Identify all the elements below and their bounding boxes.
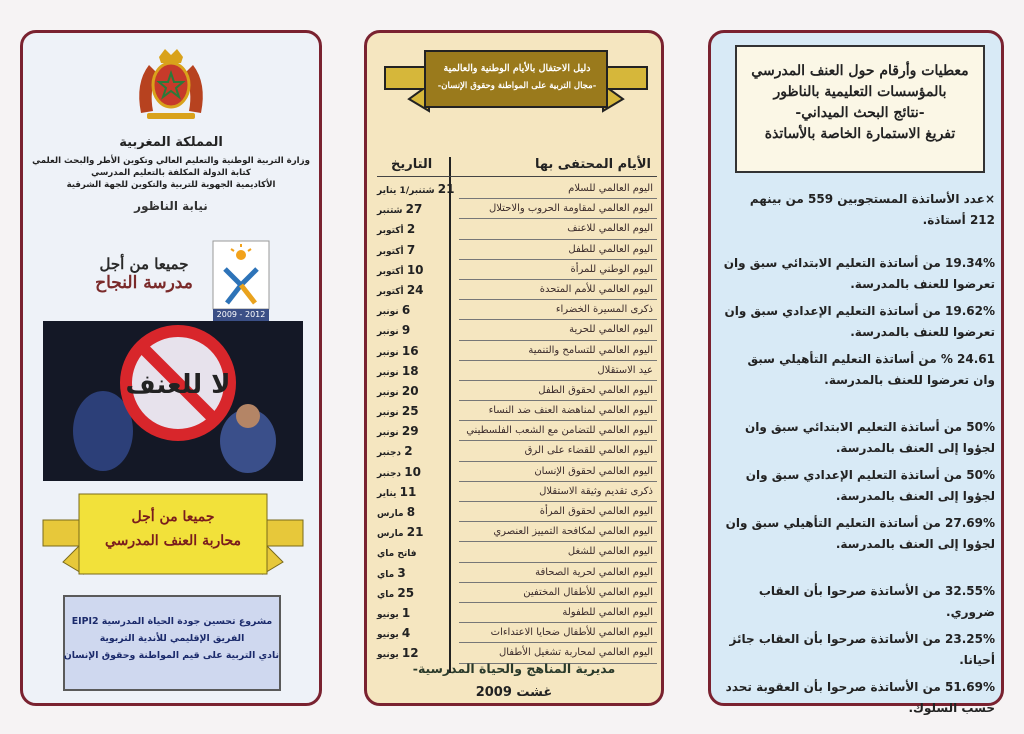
calendar-row [377, 542, 657, 562]
logo-years: 2009 - 2012 [213, 309, 269, 321]
ministry-line: وزارة التربية الوطنية والتعليم العالي وتكوين الأطر والبحث العلمي [32, 156, 310, 166]
calendar-row [377, 522, 657, 542]
observance-day: 11 [399, 484, 417, 499]
slogan-line: مدرسة النجاح [95, 273, 193, 293]
observance-name: اليوم العالمي لمناهضة العنف ضد النساء [488, 405, 653, 417]
observance-date [377, 623, 455, 645]
observance-date [377, 441, 455, 463]
title-line: -نتائج البحث الميداني- [795, 105, 925, 121]
observance-name: اليوم العالمي لحقوق المرأة [539, 506, 653, 517]
observance-date [377, 280, 455, 302]
observance-day: 10 [406, 262, 424, 277]
calendar-row [377, 441, 657, 461]
observance-date [377, 401, 455, 423]
observance-name: اليوم العالمي للتسامح والتنمية [528, 344, 653, 356]
observance-date [377, 199, 455, 221]
observance-month: نونبر [377, 408, 399, 419]
observance-month: نونبر [377, 367, 399, 378]
calendar-row [377, 219, 657, 239]
project-line: الفريق الإقليمي للأندية التربوية [99, 633, 245, 644]
stat-item: 27.69% من أساتذة التعليم التأهيلي سبق وان لجؤوا إلى العنف بالمدرسة. [725, 516, 995, 551]
calendar-row [377, 361, 657, 381]
observance-name: اليوم العالمي لمكافحة التمييز العنصري [493, 526, 653, 538]
observance-name: اليوم العالمي للشغل [567, 546, 653, 558]
stat-item: 19.62% من أساتذة التعليم الإعدادي سبق وان تعرضوا للعنف بالمدرسة. [724, 304, 995, 339]
calendar-row [377, 300, 657, 320]
observance-month: نونبر [377, 387, 399, 398]
observance-name: اليوم العالمي لمقاومة الحروب والاحتلال [488, 203, 653, 215]
ministry-line: الأكاديمية الجهوية للتربية والتكوين للجهة الشرقية [66, 180, 276, 190]
observance-day: 21 [406, 525, 424, 540]
observance-date [377, 179, 455, 201]
stat-item: 50% من أساتذة التعليم الإعدادي سبق وان لجؤوا إلى العنف بالمدرسة. [745, 468, 995, 503]
observance-month: يونيو [377, 609, 399, 620]
column-header-days: الأيام المحتفى بها [534, 157, 651, 172]
observance-date [377, 260, 455, 282]
observance-name: اليوم العالمي لحقوق الإنسان [534, 465, 653, 477]
calendar-row [377, 462, 657, 482]
observance-month: شتنبر/1 يناير [377, 186, 435, 196]
observance-day: 20 [401, 383, 419, 398]
observance-month: ماي [377, 589, 395, 600]
ribbon-line: محاربة العنف المدرسي [104, 533, 242, 549]
observance-day: 27 [405, 202, 423, 217]
calendar-ribbon-subtitle: -مجال التربية على المواطنة وحقوق الإنسان- [437, 81, 597, 91]
calendar-row [377, 502, 657, 522]
observance-name: اليوم العالمي للحرية [569, 324, 653, 336]
observance-date [377, 482, 455, 504]
no-violence-photo [43, 321, 303, 481]
observance-month: أكتوبر [377, 266, 404, 277]
observance-month: ماي [377, 569, 395, 580]
calendar-row [377, 583, 657, 603]
calendar-row [377, 563, 657, 583]
no-violence-sign: لا للعنف [125, 370, 231, 400]
observance-date [377, 219, 455, 241]
ministry-line: كتابة الدولة المكلفة بالتعليم المدرسي [91, 168, 251, 178]
observance-date [377, 300, 455, 322]
calendar-row [377, 381, 657, 401]
observance-day: 18 [401, 363, 419, 378]
cover-panel [20, 30, 322, 706]
observance-day: 2 [404, 444, 413, 459]
observance-month: نونبر [377, 347, 399, 358]
observance-date [377, 502, 455, 524]
stat-item: 51.69% من الأساتذة صرحوا بأن العقوبة تحدد حسب السلوك. [725, 680, 995, 715]
column-header-date: التاريخ [391, 157, 433, 172]
observance-name: اليوم العالمي لمحاربة تشغيل الأطفال [498, 647, 653, 659]
observance-name: اليوم العالمي للأمم المتحدة [539, 283, 653, 295]
statistics-panel [708, 30, 1004, 715]
observance-day: 8 [406, 505, 416, 519]
publication-year: 2009 [475, 685, 512, 700]
statistics-title-box [735, 45, 985, 173]
observance-day: 12 [401, 646, 419, 661]
calendar-row [377, 260, 657, 280]
observance-day: 29 [401, 424, 419, 439]
observance-month: دجنبر [377, 448, 402, 459]
respondents-count: ×عدد الأساتذة المستجوبين 559 من بينهم 212 أستاذة. [749, 192, 995, 227]
observance-month: نونبر [377, 327, 399, 338]
observance-day: 25 [397, 585, 415, 600]
ministry-block [31, 155, 311, 191]
slogan-line: جميعا من أجل [99, 255, 189, 273]
observance-date [377, 603, 455, 625]
ribbon-line: جميعا من أجل [131, 509, 215, 525]
observance-date [377, 320, 455, 342]
observance-name: اليوم العالمي للأطفال ضحايا الاعتداءات [490, 627, 653, 639]
observance-month: دجنبر [377, 468, 402, 479]
observance-day: 9 [401, 323, 411, 338]
observance-day: 21 [437, 182, 455, 196]
calendar-table-body [377, 179, 657, 664]
project-line: مشروع تحسين جودة الحياة المدرسية EIPI2 [71, 616, 273, 627]
header-divider [377, 176, 657, 177]
directorate-footer: مديرية المناهج والحياة المدرسية- [412, 661, 616, 676]
observance-date [377, 462, 455, 484]
publication-month: غشت [516, 685, 553, 700]
observance-day: 4 [401, 626, 411, 641]
calendar-row [377, 482, 657, 502]
stat-item: 32.55% من الأساتذة صرحوا بأن العقاب ضروري. [758, 584, 995, 619]
observance-name: اليوم الوطني للمرأة [570, 263, 653, 275]
observance-date [377, 522, 455, 544]
calendar-ribbon-title: دليل الاحتفال بالأيام الوطنية والعالمية [443, 63, 591, 74]
observance-name: اليوم العالمي لحقوق الطفل [538, 384, 653, 396]
observance-name: اليوم العالمي للقضاء على الرق [524, 445, 653, 457]
calendar-row [377, 603, 657, 623]
observance-name: اليوم العالمي لحرية الصحافة [535, 566, 653, 578]
observance-date [377, 421, 455, 443]
observance-month: مارس [377, 529, 404, 540]
observance-day: 7 [406, 242, 416, 257]
observance-day: 10 [404, 464, 421, 479]
calendar-row [377, 240, 657, 260]
statistics-body [723, 189, 995, 719]
school-success-slogan [85, 255, 203, 293]
stat-item: 24.61 % من أساتذة التعليم التأهيلي سبق وان تعرضوا للعنف بالمدرسة. [747, 352, 995, 387]
calendar-row [377, 623, 657, 643]
observance-name: اليوم العالمي للأطفال المختفين [523, 586, 653, 598]
observance-day: 16 [401, 343, 419, 358]
observance-day: 25 [401, 404, 419, 419]
observance-name: ذكرى المسيرة الخضراء [555, 304, 653, 316]
observance-month: أكتوبر [377, 226, 404, 237]
calendar-row [377, 320, 657, 340]
title-line: معطيات وأرقام حول العنف المدرسي [751, 63, 969, 79]
observance-name: اليوم العالمي للطفولة [562, 606, 653, 618]
calendar-row [377, 280, 657, 300]
observance-day: 2 [406, 222, 416, 237]
observance-name: اليوم العالمي للسلام [568, 183, 653, 194]
observance-day: 24 [406, 282, 424, 297]
observance-month: نونبر [377, 428, 399, 439]
observance-month: شتنبر [377, 206, 403, 217]
calendar-panel [364, 30, 664, 706]
calendar-row [377, 179, 657, 199]
observance-month: يونيو [377, 650, 399, 661]
success-school-logo-icon [213, 241, 269, 309]
kingdom-title: المملكة المغربية [119, 135, 223, 150]
observance-date [377, 542, 455, 564]
title-line: تفريغ الاستمارة الخاصة بالأساتذة [764, 126, 956, 142]
observance-date [377, 341, 455, 363]
calendar-row [377, 421, 657, 441]
calendar-row [377, 341, 657, 361]
observance-day: 6 [401, 303, 411, 318]
stat-item: 19.34% من أساتذة التعليم الابتدائي سبق وان تعرضوا للعنف بالمدرسة. [723, 256, 995, 291]
observance-date [377, 361, 455, 383]
observance-name: ذكرى تقديم وثيقة الاستقلال [539, 485, 653, 497]
title-line: بالمؤسسات التعليمية بالناظور [773, 84, 947, 100]
project-box [63, 595, 281, 691]
project-line: نادي التربية على قيم المواطنة وحقوق الإنسان [63, 650, 279, 661]
royal-crest-icon [131, 43, 211, 123]
observance-name: اليوم العالمي للاعنف [567, 223, 653, 235]
calendar-row [377, 199, 657, 219]
observance-name: عيد الاستقلال [597, 364, 653, 376]
observance-month: أكتوبر [377, 286, 404, 297]
observance-date [377, 240, 455, 262]
observance-month: أكتوبر [377, 246, 404, 257]
observance-name: اليوم العالمي للطفل [568, 243, 653, 255]
observance-month: نونبر [377, 307, 399, 318]
publication-date [367, 685, 661, 700]
observance-date [377, 583, 455, 605]
observance-date [377, 381, 455, 403]
observance-month: فاتح ماي [377, 549, 417, 560]
directorate-title: نيابة الناظور [134, 199, 208, 213]
observance-month: مارس [377, 509, 404, 519]
stat-item: 23.25% من الأساتذة صرحوا بأن العقاب جائز أحيانا. [729, 632, 995, 667]
stat-item: 50% من أساتذة التعليم الابتدائي سبق وان لجؤوا إلى العنف بالمدرسة. [745, 420, 995, 455]
observance-day: 3 [397, 565, 406, 580]
calendar-row [377, 401, 657, 421]
observance-day: 1 [401, 605, 411, 620]
observance-month: يناير [377, 488, 397, 499]
observance-month: يونيو [377, 630, 399, 641]
observance-name: اليوم العالمي للتضامن مع الشعب الفلسطيني [466, 425, 653, 437]
observance-date [377, 563, 455, 585]
calendar-table-header [377, 157, 657, 175]
